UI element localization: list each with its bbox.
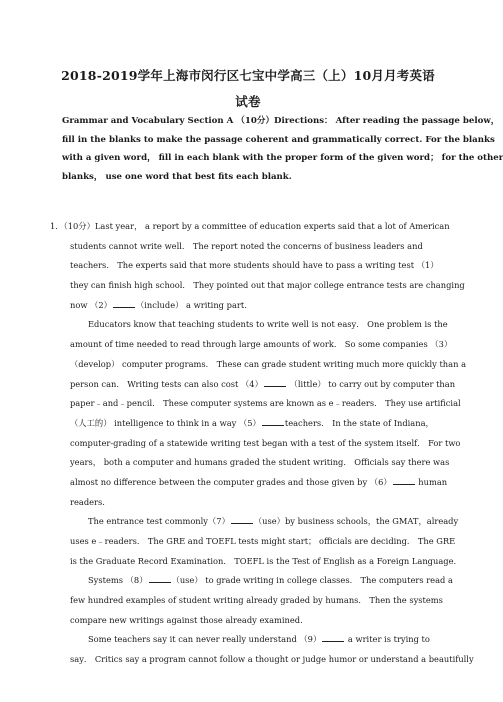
section-directions-line: with a given word， fill in each blank with the proper form of the given word； for the other — [62, 153, 503, 163]
passage-line — [62, 394, 461, 414]
passage-line — [62, 434, 461, 454]
passage-text: say． Critics say a program cannot follow a thought or judge humor or understand a beautifully — [70, 654, 474, 665]
passage-line — [62, 453, 450, 473]
document-title-line-2: 试卷 — [235, 94, 261, 109]
passage-text: amount of time needed to read through large amounts of work． So some companies （3） — [70, 339, 453, 350]
passage-text: （develop） computer programs． These can grade student writing much more quickly than a — [70, 358, 467, 369]
passage-text: （use） to grade writing in college classes． The computers read a — [171, 575, 453, 586]
paragraph-start-line — [62, 512, 459, 532]
passage-text: person can． Writing tests can also cost （4） — [70, 378, 263, 389]
passage-line — [62, 335, 453, 355]
passage-line — [62, 650, 474, 670]
passage-text: years， both a computer and humans graded the student writing． Officials say there was — [70, 457, 450, 468]
passage-text: The entrance test commonly（7） — [88, 516, 230, 527]
question-start-line — [50, 217, 450, 237]
passage-line — [62, 493, 434, 513]
passage-text: teachers． In the state of Indiana， — [284, 417, 434, 428]
passage-text: 1．（10分）Last year， a report by a committee of education experts said that a lot of American — [50, 221, 450, 231]
section-directions-line: Grammar and Vocabulary Section A （10分）Directions： After reading the passage below， — [62, 116, 500, 126]
passage-text: Educators know that teaching students to write well is not easy． One problem is the — [88, 319, 448, 330]
answer-blank[interactable] — [113, 299, 135, 308]
paragraph-start-line — [62, 630, 434, 650]
passage-line — [62, 532, 456, 552]
answer-blank[interactable] — [231, 515, 253, 524]
passage-text: few hundred examples of student writing already graded by humans． Then the systems — [70, 595, 443, 606]
passage-text: paper﹣and﹣pencil． These computer systems are known as e﹣readers． They use artificial — [70, 398, 461, 409]
passage-text: students cannot write well． The report noted the concerns of business leaders and — [70, 240, 423, 251]
passage-text: （人工的） intelligence to think in a way （5） — [70, 417, 261, 428]
section-directions-line: blanks， use one word that best fits each blank. — [62, 171, 292, 182]
passage-text: computer-grading of a statewide writing test began with a test of the system itself． For two — [70, 437, 461, 448]
passage-text: （include） a writing part. — [135, 299, 247, 310]
passage-text: is the Graduate Record Examination． TOEFL is the Test of English as a Foreign Language. — [70, 555, 457, 566]
passage-text: human — [415, 476, 448, 487]
passage-text: uses e﹣readers． The GRE and TOEFL tests might start； officials are deciding． The GRE — [70, 536, 456, 546]
passage-line — [62, 611, 434, 631]
passage-line — [62, 276, 465, 296]
paragraph-start-line — [62, 315, 448, 335]
answer-blank[interactable] — [262, 417, 284, 426]
passage-line — [62, 296, 434, 316]
passage-text: compare new writings against those already examined. — [70, 614, 303, 625]
passage-line — [62, 591, 443, 611]
answer-blank[interactable] — [149, 574, 171, 583]
passage-line — [62, 237, 434, 257]
document-title-line-1: 2018-2019学年上海市闵行区七宝中学高三（上）10月月考英语 — [61, 68, 435, 83]
passage-text: a writer is trying to — [345, 634, 430, 645]
answer-blank[interactable] — [393, 476, 415, 485]
passage-line — [62, 552, 457, 572]
paragraph-start-line — [62, 571, 453, 591]
answer-blank[interactable] — [322, 633, 344, 642]
section-directions — [62, 112, 503, 186]
passage-line — [62, 473, 448, 493]
section-directions-line: fill in the blanks to make the passage coherent and grammatically correct. For the blanks — [62, 134, 495, 145]
passage-text: （little） to carry out by computer than — [286, 378, 456, 389]
passage-body — [50, 217, 474, 670]
passage-text: Systems （8） — [88, 575, 148, 586]
passage-line — [62, 256, 439, 276]
passage-line — [62, 355, 467, 375]
passage-text: almost no difference between the computer grades and those given by （6） — [70, 476, 392, 487]
passage-text: now （2） — [70, 299, 112, 310]
answer-blank[interactable] — [264, 378, 286, 387]
passage-text: they can finish high school． They pointed out that major college entrance tests are changing — [70, 280, 465, 291]
passage-line — [62, 414, 434, 434]
passage-text: readers. — [70, 496, 105, 507]
passage-text: Some teachers say it can never really understand （9） — [88, 634, 322, 645]
passage-line — [62, 375, 456, 395]
passage-text: teachers． The experts said that more students should have to pass a writing test （1） — [70, 260, 439, 271]
passage-text: （use）by business schools，the GMAT，already — [253, 516, 459, 527]
